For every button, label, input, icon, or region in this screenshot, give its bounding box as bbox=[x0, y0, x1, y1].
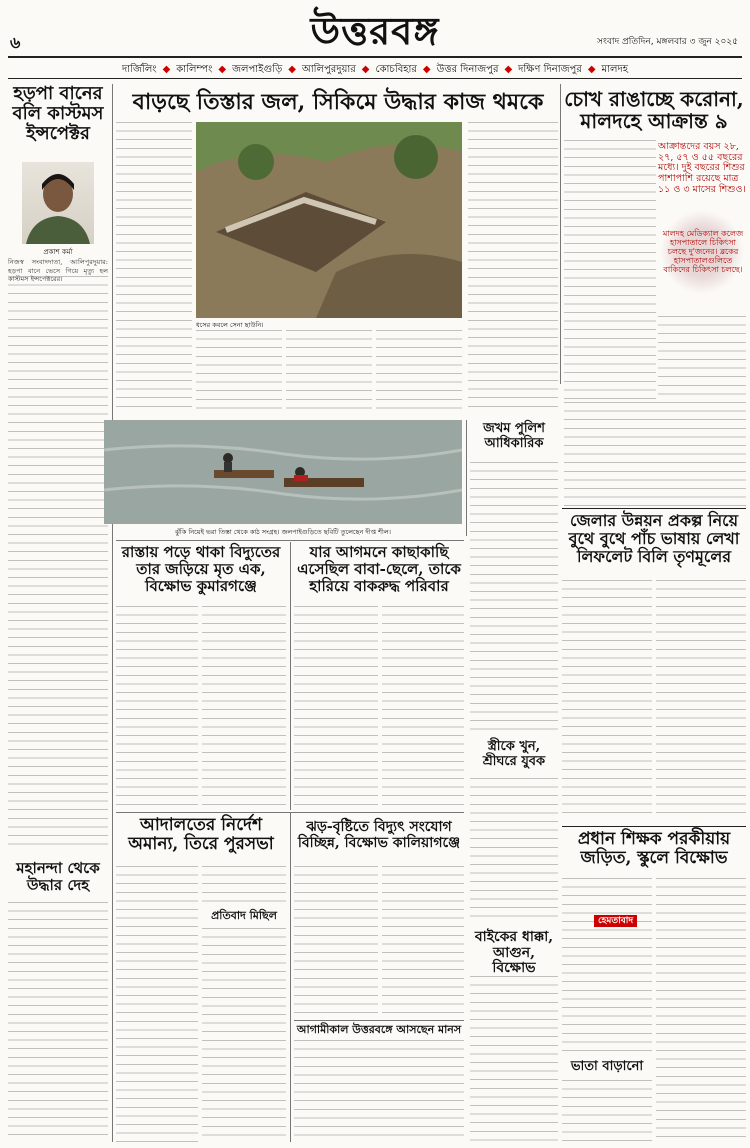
district-strip bbox=[0, 62, 750, 79]
court-headline: আদালতের নির্দেশ অমান্য, তিরে পুরসভা bbox=[128, 815, 274, 855]
lead-body-col5 bbox=[468, 122, 558, 412]
district-separator: ◆ bbox=[162, 64, 171, 75]
allowance-body bbox=[562, 1080, 652, 1142]
left-body-text: নিজস্ব সংবাদদাতা, আলিপুরদুয়ার: হড়পা বানে ভেসে গিয়ে মৃত্যু হল কাস্টমস ইন্সপেক্টরের। bbox=[8, 258, 108, 852]
family-headline: যার আগমনে কাছাকাছি এসেছিল বাবা-ছেলে, তাকে হারিয়ে বাকরুদ্ধ পরিবার bbox=[297, 543, 461, 595]
jakham-body bbox=[470, 462, 558, 734]
lifelet-headline: জেলার উন্নয়ন প্রকল্প নিয়ে বুথে বুথে পাঁচ ভাষায় লেখা লিফলেট বিলি তৃণমূলের bbox=[568, 511, 740, 566]
inspector-photo bbox=[22, 162, 94, 244]
left-sub-body bbox=[8, 902, 108, 1140]
district-label: মালদহ bbox=[601, 64, 628, 75]
col-divider bbox=[112, 84, 113, 1142]
teacher-tag-wrap bbox=[594, 908, 652, 928]
teacher-body-col1 bbox=[562, 878, 652, 1056]
section-title: উত্তরবঙ্গ bbox=[310, 8, 440, 53]
wife-body bbox=[470, 778, 558, 918]
bike-headline: বাইকের ধাক্কা, আগুন, বিক্ষোভ bbox=[474, 929, 554, 977]
family-body-col2 bbox=[382, 606, 464, 810]
district-label: কোচবিহার bbox=[375, 64, 417, 75]
masthead-rule bbox=[8, 56, 742, 58]
jakham-headline: জখম পুলিশ আধিকারিক bbox=[483, 421, 545, 451]
electro-body-col2 bbox=[202, 606, 286, 810]
district-separator: ◆ bbox=[422, 64, 431, 75]
storm-headline: ঝড়-বৃষ্টিতে বিদ্যুৎ সংযোগ বিচ্ছিন্ন, বিক্ষোভ কালিয়াগঞ্জে bbox=[297, 819, 461, 851]
tomorrow-headline: আগামীকাল উত্তরবঙ্গে আসছেন মানস bbox=[296, 1023, 462, 1036]
district-separator: ◆ bbox=[587, 64, 596, 75]
location-tag: হেমতাবাদ bbox=[594, 915, 637, 927]
district-label: জলপাইগুড়ি bbox=[232, 64, 283, 75]
district-rule bbox=[8, 78, 742, 79]
allowance-headline: ভাতা বাড়ানো bbox=[570, 1059, 644, 1074]
court-body-col2 bbox=[202, 866, 286, 906]
corona-body-col1 bbox=[564, 140, 656, 400]
col-divider-storm bbox=[290, 812, 291, 1142]
district-separator: ◆ bbox=[361, 64, 370, 75]
dateline: সংবাদ প্রতিদিন, মঙ্গলবার ৩ জুন ২০২৫ bbox=[597, 37, 738, 47]
tomorrow-body bbox=[294, 1040, 464, 1142]
corona-highlight: আক্রান্তদের বয়স ২৮, ২৭, ৫৭ ও ৫৫ বছরের মধ্যে। দুই বছরের শিশুর পাশাপাশি রয়েছে মাত্র ১১ ও ৩ মাসের শিশুও। bbox=[658, 141, 746, 195]
district-label: দক্ষিণ দিনাজপুর bbox=[518, 64, 582, 75]
court-body-col3 bbox=[202, 928, 286, 1142]
page-number: ৬ bbox=[10, 33, 21, 52]
col-divider-right bbox=[560, 84, 561, 384]
lead-body-col4 bbox=[376, 330, 462, 412]
river-caption: ঝুঁকি নিয়েই ভরা তিস্তা থেকে কাঠ সংগ্রহ। জলপাইগুড়িতে ছবিটি তুলেছেন দীপ্ত শীল। bbox=[175, 528, 391, 536]
district-separator: ◆ bbox=[218, 64, 227, 75]
landslide-caption: ধসের কবলে সেনা ছাউনি। bbox=[196, 321, 264, 329]
lead-body-col3 bbox=[286, 330, 372, 412]
lead-body-col2 bbox=[196, 330, 282, 412]
teacher-headline: প্রধান শিক্ষক পরকীয়ায় জড়িত, স্কুলে বিক্ষোভ bbox=[577, 829, 731, 869]
district-separator: ◆ bbox=[288, 64, 296, 75]
wife-headline: স্ত্রীকে খুন, শ্রীঘরে যুবক bbox=[482, 739, 546, 769]
district-label: আলিপুরদুয়ার bbox=[301, 64, 356, 75]
electro-headline: রাস্তায় পড়ে থাকা বিদ্যুতের তার জড়িয়ে মৃত এক, বিক্ষোভ কুমারগঞ্জে bbox=[121, 543, 281, 595]
court-sub-headline: প্রতিবাদ মিছিল bbox=[211, 909, 277, 922]
storm-body-col1 bbox=[294, 866, 378, 1016]
bike-body bbox=[470, 976, 558, 1142]
landslide-photo bbox=[196, 122, 462, 318]
teacher-body-col2 bbox=[656, 878, 746, 1142]
col-divider-jakham bbox=[466, 420, 467, 536]
inspector-caption: প্রকাশ কর্মা bbox=[43, 248, 73, 256]
river-photo bbox=[104, 420, 462, 524]
storm-body-col2 bbox=[382, 866, 464, 1016]
lifelet-body-col2 bbox=[656, 580, 746, 820]
court-body-col1 bbox=[116, 866, 198, 1142]
corona-body-bottom bbox=[564, 402, 746, 506]
district-label: উত্তর দিনাজপুর bbox=[436, 64, 499, 75]
corona-highlight-2: মালদহ মেডিক্যাল কলেজ হাসপাতালে চিকিৎসা চলছে দু'জনের। ব্লকের হাসপাতালগুলিতে বাকিদের চিকিৎসা চলছে। bbox=[662, 229, 744, 274]
district-separator: ◆ bbox=[504, 64, 513, 75]
left-sub-headline: মহানন্দা থেকে উদ্ধার দেহ bbox=[16, 859, 100, 894]
lifelet-body-col1 bbox=[562, 580, 652, 820]
lead-headline: বাড়ছে তিস্তার জল, সিকিমে উদ্ধার কাজ থমকে bbox=[132, 89, 544, 115]
district-label: কালিম্পং bbox=[176, 64, 213, 75]
left-headline: হড়পা বানের বলি কাস্টমস ইন্সপেক্টর bbox=[12, 83, 104, 145]
electro-rule bbox=[116, 540, 464, 541]
district-label: দার্জিলিং bbox=[122, 64, 157, 75]
teacher-rule bbox=[562, 826, 746, 827]
col-divider-family bbox=[290, 542, 291, 810]
corona-headline: চোখ রাঙাচ্ছে করোনা, মালদহে আক্রান্ত ৯ bbox=[564, 87, 744, 134]
lead-body-col1 bbox=[116, 122, 192, 412]
tomorrow-rule bbox=[294, 1020, 464, 1021]
left-column bbox=[8, 84, 108, 1142]
family-body-col1 bbox=[294, 606, 378, 810]
electro-body-col1 bbox=[116, 606, 198, 810]
lifelet-rule bbox=[562, 508, 746, 509]
corona-body-col2 bbox=[658, 316, 746, 400]
